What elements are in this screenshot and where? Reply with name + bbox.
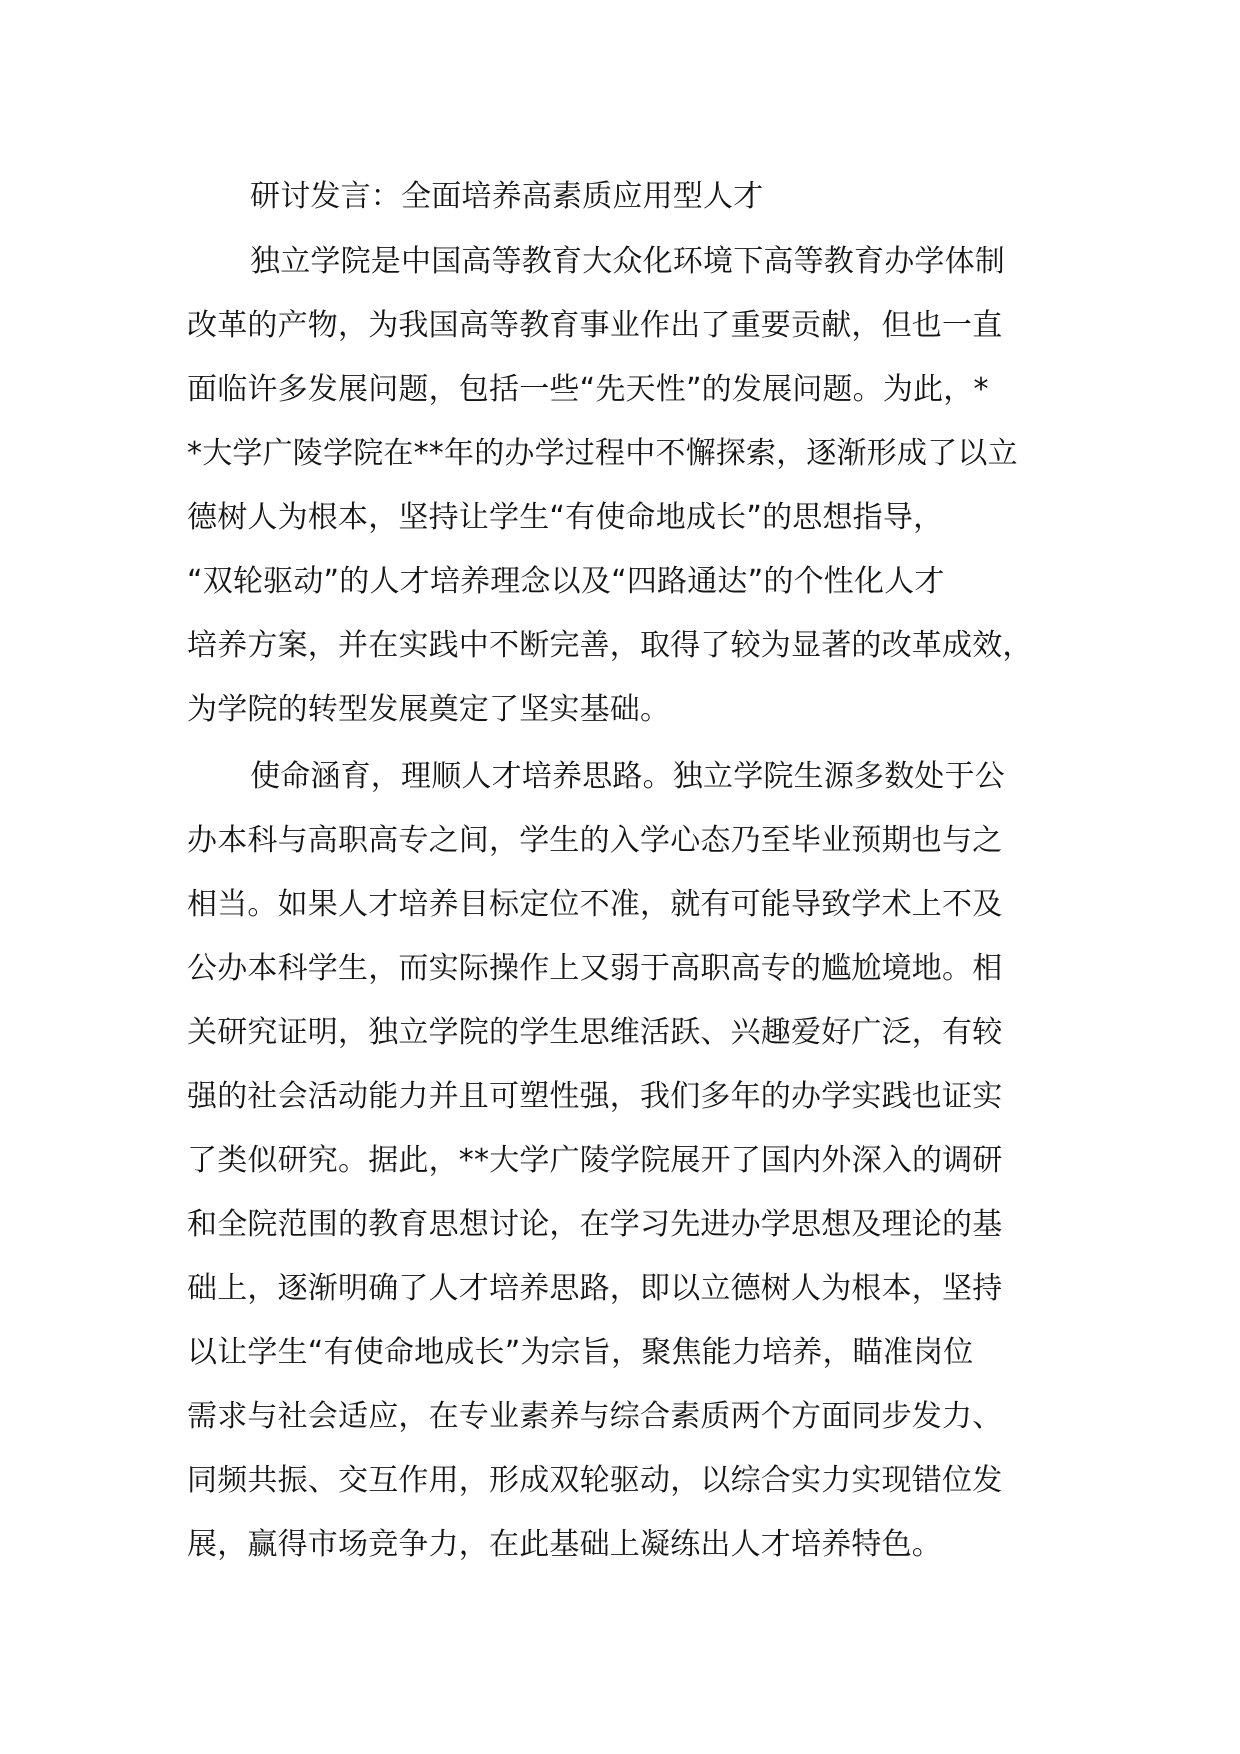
paragraph-line: 以让学生“有使命地成长”为宗旨，聚焦能力培养，瞄准岗位 [187, 1335, 974, 1370]
paragraph-line: 强的社会活动能力并且可塑性强，我们多年的办学实践也证实 [187, 1079, 1003, 1114]
paragraph-line: 础上，逐渐明确了人才培养思路，即以立德树人为根本，坚持 [187, 1271, 1003, 1306]
paragraph-line: 改革的产物，为我国高等教育事业作出了重要贡献，但也一直 [187, 308, 1003, 343]
paragraph-line: *大学广陵学院在**年的办学过程中不懈探索，逐渐形成了以立 [187, 436, 1018, 471]
paragraph-line: 独立学院是中国高等教育大众化环境下高等教育办学体制 [250, 244, 1005, 279]
paragraph-line: 培养方案，并在实践中不断完善，取得了较为显著的改革成效， [187, 628, 1033, 663]
paragraph-line: 和全院范围的教育思想讨论，在学习先进办学思想及理论的基 [187, 1207, 1003, 1242]
paragraph-line: 公办本科学生，而实际操作上又弱于高职高专的尴尬境地。相 [187, 951, 1003, 986]
paragraph-line: 相当。如果人才培养目标定位不准，就有可能导致学术上不及 [187, 887, 1003, 922]
paragraph-line: 了类似研究。据此，**大学广陵学院展开了国内外深入的调研 [187, 1143, 1003, 1178]
paragraph-line: 办本科与高职高专之间，学生的入学心态乃至毕业预期也与之 [187, 823, 1003, 858]
paragraph-line: 展，赢得市场竞争力，在此基础上凝练出人才培养特色。 [187, 1527, 942, 1562]
paragraph-line: 需求与社会适应，在专业素养与综合素质两个方面同步发力、 [187, 1399, 1003, 1434]
paragraph-line: 使命涵育，理顺人才培养思路。独立学院生源多数处于公 [250, 759, 1005, 794]
document-title: 研讨发言：全面培养高素质应用型人才 [250, 179, 764, 214]
paragraph-line: 为学院的转型发展奠定了坚实基础。 [187, 692, 671, 727]
paragraph-line: 德树人为根本，坚持让学生“有使命地成长”的思想指导， [187, 500, 944, 535]
paragraph-line: 关研究证明，独立学院的学生思维活跃、兴趣爱好广泛，有较 [187, 1015, 1003, 1050]
paragraph-line: “双轮驱动”的人才培养理念以及“四路通达”的个性化人才 [187, 564, 945, 599]
paragraph-line: 同频共振、交互作用，形成双轮驱动，以综合实力实现错位发 [187, 1463, 1003, 1498]
paragraph-line: 面临许多发展问题，包括一些“先天性”的发展问题。为此，* [187, 372, 989, 407]
